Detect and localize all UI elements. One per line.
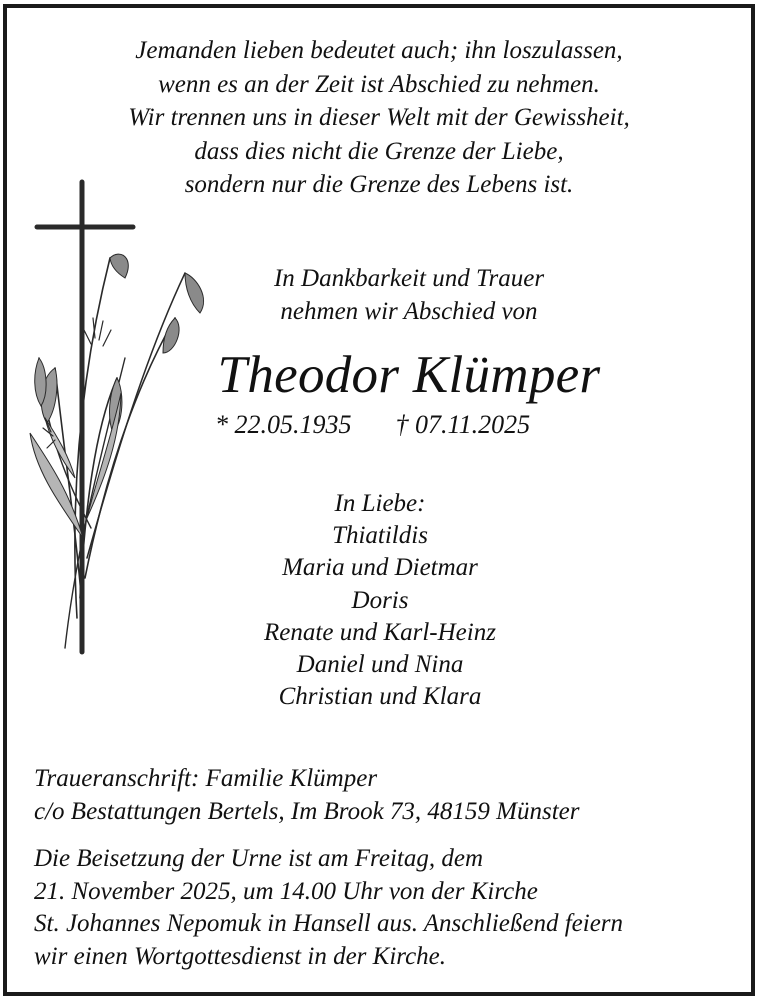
- deceased-name: Theodor Klümper: [217, 346, 601, 404]
- life-dates: [215, 408, 530, 442]
- notice-line: Die Beisetzung der Urne ist am Freitag, dem: [34, 845, 483, 872]
- quote-line: sondern nur die Grenze des Lebens ist.: [184, 171, 574, 198]
- family-member: Daniel und Nina: [296, 651, 464, 679]
- address-line: c/o Bestattungen Bertels, Im Brook 73, 48159 Münster: [34, 798, 580, 825]
- quote-line: dass dies nicht die Grenze der Liebe,: [194, 137, 564, 165]
- birth-date: * 22.05.1935: [215, 410, 352, 439]
- intro-line: nehmen wir Abschied von: [280, 298, 538, 325]
- intro-line: In Dankbarkeit und Trauer: [273, 265, 545, 292]
- memorial-quote: [20, 34, 738, 202]
- mourning-address: [34, 762, 580, 828]
- family-member: Thiatildis: [332, 522, 428, 550]
- notice-line: 21. November 2025, um 14.00 Uhr von der Kirche: [34, 877, 538, 905]
- quote-line: Jemanden lieben bedeutet auch; ihn loszulassen,: [135, 37, 623, 64]
- family-member: Doris: [351, 586, 409, 614]
- family-member: Renate und Karl-Heinz: [264, 618, 496, 646]
- burial-notice: [34, 843, 623, 973]
- quote-line: wenn es an der Zeit ist Abschied zu nehmen.: [158, 70, 600, 98]
- family-heading: In Liebe:: [334, 490, 426, 517]
- intro-text: [80, 262, 738, 328]
- family-member: Maria und Dietmar: [282, 554, 478, 582]
- death-date: † 07.11.2025: [395, 410, 531, 439]
- family-member: Christian und Klara: [278, 683, 482, 711]
- notice-line: St. Johannes Nepomuk in Hansell aus. Anschließend feiern: [34, 910, 624, 937]
- address-line: Traueranschrift: Familie Klümper: [34, 765, 378, 792]
- quote-line: Wir trennen uns in dieser Welt mit der Gewissheit,: [128, 104, 630, 131]
- notice-line: wir einen Wortgottesdienst in der Kirche.: [34, 942, 447, 970]
- family-list: [170, 488, 590, 713]
